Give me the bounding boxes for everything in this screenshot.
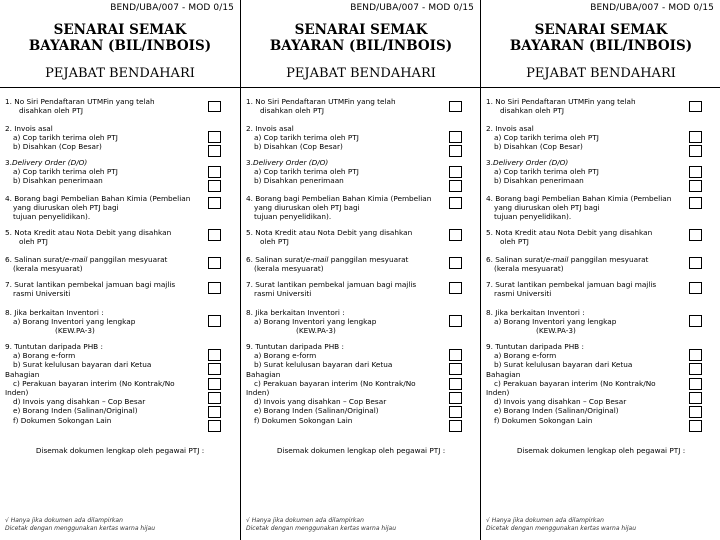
item-text: b) Disahkan penerimaan: [254, 176, 344, 186]
item-text: 4. Borang bagi Pembelian Bahan Kimia (Pembelian: [486, 194, 672, 203]
checkbox[interactable]: [208, 197, 221, 209]
item-text: b) Disahkan penerimaan: [13, 176, 103, 186]
form-title: [241, 22, 481, 54]
footnote-1: √ Hanya jika dokumen ada dilampirkan: [246, 517, 364, 524]
item-text: 1. No Siri Pendaftaran UTMFin yang telah: [486, 97, 636, 106]
item-7: [246, 280, 441, 298]
form-code: BEND/UBA/007 - MOD 0/15: [110, 3, 234, 13]
item-text: a) Borang Inventori yang lengkap: [494, 317, 617, 327]
item-text: 9. Tuntutan daripada PHB :: [5, 342, 103, 351]
checkbox[interactable]: [689, 378, 702, 390]
item-part: 6. Salinan surat/: [5, 255, 65, 264]
item-text: tujuan penyelidikan).: [494, 212, 572, 222]
item-text: 9. Tuntutan daripada PHB :: [486, 342, 584, 351]
item-9: [5, 342, 200, 425]
item-text: [5, 255, 200, 264]
checkbox[interactable]: [689, 257, 702, 269]
checklist-panel-3: [480, 0, 720, 540]
checkbox[interactable]: [449, 145, 462, 157]
checkbox[interactable]: [208, 229, 221, 241]
item-3: [486, 158, 681, 186]
item-text: a) Borang e-form: [494, 351, 557, 361]
footnote-1: √ Hanya jika dokumen ada dilampirkan: [486, 517, 604, 524]
item-text: 2. Invois asal: [5, 124, 53, 133]
title-line-2: BAYARAN (BIL/INBOIS): [28, 38, 212, 54]
item-6: [5, 255, 200, 273]
item-1: [5, 97, 200, 115]
checkbox[interactable]: [449, 229, 462, 241]
checkbox[interactable]: [689, 315, 702, 327]
checkbox[interactable]: [689, 420, 702, 432]
item-text: d) Invois yang disahkan – Cop Besar: [13, 397, 146, 407]
item-8: [246, 308, 441, 336]
checkbox[interactable]: [449, 392, 462, 404]
checkbox[interactable]: [449, 282, 462, 294]
item-text: oleh PTJ: [260, 237, 289, 247]
checkbox[interactable]: [208, 145, 221, 157]
item-text: c) Perakuan bayaran interim (No Kontrak/No: [494, 378, 656, 388]
item-text: 7. Surat lantikan pembekal jamuan bagi majlis: [246, 280, 417, 289]
checkbox[interactable]: [449, 349, 462, 361]
item-4: [5, 194, 200, 222]
item-part: panggilan mesyuarat: [328, 255, 409, 264]
item-text: [246, 158, 441, 167]
checkbox[interactable]: [208, 257, 221, 269]
checkbox[interactable]: [208, 282, 221, 294]
item-italic: e-mail: [545, 255, 569, 264]
checkbox[interactable]: [449, 197, 462, 209]
item-text: b) Surat kelulusan bayaran dari Ketua: [494, 360, 633, 370]
item-text: disahkan oleh PTJ: [500, 106, 565, 116]
divider: [241, 87, 481, 88]
item-text: a) Cop tarikh terima oleh PTJ: [494, 167, 599, 177]
item-text: disahkan oleh PTJ: [19, 106, 84, 116]
checkbox[interactable]: [208, 180, 221, 192]
item-9: [246, 342, 441, 425]
title-line-1: SENARAI SEMAK: [294, 22, 428, 38]
item-text: e) Borang Inden (Salinan/Original): [254, 406, 379, 416]
item-text: b) Surat kelulusan bayaran dari Ketua: [13, 360, 152, 370]
item-number: 3.: [486, 158, 493, 167]
item-text: b) Disahkan (Cop Besar): [13, 142, 102, 152]
item-text: a) Cop tarikh terima oleh PTJ: [13, 133, 118, 143]
item-part: panggilan mesyuarat: [87, 255, 168, 264]
footnote-2: Dicetak dengan menggunakan kertas warna hijau: [486, 525, 637, 532]
checkbox[interactable]: [449, 406, 462, 418]
item-2: [5, 124, 200, 152]
item-text: f) Dokumen Sokongan Lain: [494, 415, 593, 425]
item-text: rasmi Universiti: [13, 289, 71, 299]
item-italic: e-mail: [64, 255, 88, 264]
item-text: a) Borang e-form: [13, 351, 76, 361]
item-text: rasmi Universiti: [254, 289, 312, 299]
title-line-2: BAYARAN (BIL/INBOIS): [509, 38, 693, 54]
checkbox[interactable]: [689, 197, 702, 209]
footnote-1: √ Hanya jika dokumen ada dilampirkan: [5, 517, 123, 524]
item-part: 6. Salinan surat/: [486, 255, 546, 264]
item-text: tujuan penyelidikan).: [254, 212, 332, 222]
item-9: [486, 342, 681, 425]
checkbox[interactable]: [208, 315, 221, 327]
item-1: [486, 97, 681, 115]
office-name: PEJABAT BENDAHARI: [45, 66, 195, 81]
item-text: c) Perakuan bayaran interim (No Kontrak/No: [254, 378, 416, 388]
item-text: yang diuruskan oleh PTJ bagi: [254, 203, 360, 213]
item-italic: Delivery Order (D/O): [11, 158, 88, 167]
checkbox[interactable]: [208, 378, 221, 390]
verification-note: Disemak dokumen lengkap oleh pegawai PTJ :: [516, 446, 686, 455]
item-text: 5. Nota Kredit atau Nota Debit yang disahkan: [486, 228, 653, 237]
checkbox[interactable]: [449, 363, 462, 375]
checkbox[interactable]: [689, 145, 702, 157]
item-text: Inden): [246, 388, 270, 398]
item-text: 4. Borang bagi Pembelian Bahan Kimia (Pembelian: [5, 194, 191, 203]
item-text: oleh PTJ: [19, 237, 48, 247]
item-text: 9. Tuntutan daripada PHB :: [246, 342, 344, 351]
item-italic: Delivery Order (D/O): [252, 158, 329, 167]
checkbox[interactable]: [208, 131, 221, 143]
item-text: (KEW.PA-3): [55, 326, 95, 336]
item-text: (kerala mesyuarat): [494, 264, 564, 274]
item-3: [246, 158, 441, 186]
checkbox[interactable]: [449, 180, 462, 192]
item-text: f) Dokumen Sokongan Lain: [13, 415, 112, 425]
footnote-2: Dicetak dengan menggunakan kertas warna hijau: [246, 525, 397, 532]
item-text: e) Borang Inden (Salinan/Original): [13, 406, 138, 416]
item-text: a) Cop tarikh terima oleh PTJ: [254, 167, 359, 177]
item-text: a) Cop tarikh terima oleh PTJ: [13, 167, 118, 177]
checkbox[interactable]: [449, 420, 462, 432]
form-code: BEND/UBA/007 - MOD 0/15: [350, 3, 474, 13]
item-text: (kerala mesyuarat): [13, 264, 83, 274]
item-text: d) Invois yang disahkan – Cop Besar: [254, 397, 387, 407]
item-number: 3.: [246, 158, 253, 167]
item-text: 8. Jika berkaitan Inventori :: [5, 308, 104, 317]
item-text: Bahagian: [246, 369, 281, 379]
item-text: a) Cop tarikh terima oleh PTJ: [494, 133, 599, 143]
checkbox[interactable]: [449, 166, 462, 178]
form-title: [481, 22, 720, 54]
item-text: b) Disahkan penerimaan: [494, 176, 584, 186]
item-7: [486, 280, 681, 298]
item-text: oleh PTJ: [500, 237, 529, 247]
item-1: [246, 97, 441, 115]
item-part: panggilan mesyuarat: [568, 255, 649, 264]
divider: [481, 87, 720, 88]
item-text: 2. Invois asal: [246, 124, 294, 133]
checkbox[interactable]: [689, 282, 702, 294]
item-text: 1. No Siri Pendaftaran UTMFin yang telah: [5, 97, 155, 106]
item-text: [5, 158, 200, 167]
item-text: d) Invois yang disahkan – Cop Besar: [494, 397, 627, 407]
item-text: a) Borang Inventori yang lengkap: [13, 317, 136, 327]
checkbox[interactable]: [689, 363, 702, 375]
item-text: (KEW.PA-3): [296, 326, 336, 336]
checkbox[interactable]: [449, 257, 462, 269]
item-8: [5, 308, 200, 336]
checkbox[interactable]: [689, 180, 702, 192]
item-6: [246, 255, 441, 273]
item-text: Inden): [5, 388, 29, 398]
item-text: Inden): [486, 388, 510, 398]
item-text: a) Cop tarikh terima oleh PTJ: [254, 133, 359, 143]
checkbox[interactable]: [449, 315, 462, 327]
item-4: [486, 194, 681, 222]
checklist-panel-2: [240, 0, 480, 540]
checkbox[interactable]: [208, 406, 221, 418]
item-text: c) Perakuan bayaran interim (No Kontrak/No: [13, 378, 175, 388]
office-name: PEJABAT BENDAHARI: [286, 66, 436, 81]
item-text: a) Borang e-form: [254, 351, 317, 361]
item-number: 3.: [5, 158, 12, 167]
checkbox[interactable]: [208, 363, 221, 375]
item-5: [246, 228, 441, 246]
checkbox[interactable]: [449, 131, 462, 143]
checkbox[interactable]: [208, 166, 221, 178]
item-text: b) Surat kelulusan bayaran dari Ketua: [254, 360, 393, 370]
item-text: 8. Jika berkaitan Inventori :: [246, 308, 345, 317]
checkbox[interactable]: [449, 378, 462, 390]
title-line-2: BAYARAN (BIL/INBOIS): [269, 38, 453, 54]
checkbox[interactable]: [689, 229, 702, 241]
item-text: (KEW.PA-3): [536, 326, 576, 336]
item-text: [246, 255, 441, 264]
office-name: PEJABAT BENDAHARI: [526, 66, 676, 81]
item-text: b) Disahkan (Cop Besar): [494, 142, 583, 152]
checkbox[interactable]: [689, 101, 702, 112]
item-text: disahkan oleh PTJ: [260, 106, 325, 116]
item-text: [486, 255, 681, 264]
verification-note: Disemak dokumen lengkap oleh pegawai PTJ :: [276, 446, 446, 455]
checkbox[interactable]: [689, 166, 702, 178]
divider: [0, 87, 240, 88]
item-text: Bahagian: [486, 369, 521, 379]
item-text: b) Disahkan (Cop Besar): [254, 142, 343, 152]
item-5: [486, 228, 681, 246]
item-text: 5. Nota Kredit atau Nota Debit yang disahkan: [5, 228, 172, 237]
form-title: [0, 22, 240, 54]
item-text: Bahagian: [5, 369, 40, 379]
item-6: [486, 255, 681, 273]
checkbox[interactable]: [208, 101, 221, 112]
item-2: [246, 124, 441, 152]
checklist-panel-1: [0, 0, 240, 540]
item-8: [486, 308, 681, 336]
checkbox[interactable]: [208, 349, 221, 361]
item-text: 4. Borang bagi Pembelian Bahan Kimia (Pembelian: [246, 194, 432, 203]
item-7: [5, 280, 200, 298]
item-text: 7. Surat lantikan pembekal jamuan bagi majlis: [5, 280, 176, 289]
item-text: 8. Jika berkaitan Inventori :: [486, 308, 585, 317]
item-5: [5, 228, 200, 246]
checkbox[interactable]: [689, 392, 702, 404]
item-4: [246, 194, 441, 222]
item-italic: e-mail: [305, 255, 329, 264]
verification-note: Disemak dokumen lengkap oleh pegawai PTJ :: [35, 446, 205, 455]
title-line-1: SENARAI SEMAK: [53, 22, 187, 38]
item-text: yang diuruskan oleh PTJ bagi: [494, 203, 600, 213]
checkbox[interactable]: [689, 349, 702, 361]
item-text: 5. Nota Kredit atau Nota Debit yang disahkan: [246, 228, 413, 237]
item-text: (kerala mesyuarat): [254, 264, 324, 274]
item-text: rasmi Universiti: [494, 289, 552, 299]
footnote-2: Dicetak dengan menggunakan kertas warna hijau: [5, 525, 156, 532]
checkbox[interactable]: [208, 420, 221, 432]
item-text: [486, 158, 681, 167]
title-line-1: SENARAI SEMAK: [534, 22, 668, 38]
item-text: yang diuruskan oleh PTJ bagi: [13, 203, 119, 213]
item-text: e) Borang Inden (Salinan/Original): [494, 406, 619, 416]
item-part: 6. Salinan surat/: [246, 255, 306, 264]
item-text: 2. Invois asal: [486, 124, 534, 133]
item-italic: Delivery Order (D/O): [492, 158, 569, 167]
checkbox[interactable]: [208, 392, 221, 404]
item-2: [486, 124, 681, 152]
item-text: f) Dokumen Sokongan Lain: [254, 415, 353, 425]
checkbox[interactable]: [449, 101, 462, 112]
item-text: tujuan penyelidikan).: [13, 212, 91, 222]
item-text: a) Borang Inventori yang lengkap: [254, 317, 377, 327]
checkbox[interactable]: [689, 131, 702, 143]
item-3: [5, 158, 200, 186]
form-code: BEND/UBA/007 - MOD 0/15: [590, 3, 714, 13]
item-text: 1. No Siri Pendaftaran UTMFin yang telah: [246, 97, 396, 106]
checkbox[interactable]: [689, 406, 702, 418]
item-text: 7. Surat lantikan pembekal jamuan bagi majlis: [486, 280, 657, 289]
